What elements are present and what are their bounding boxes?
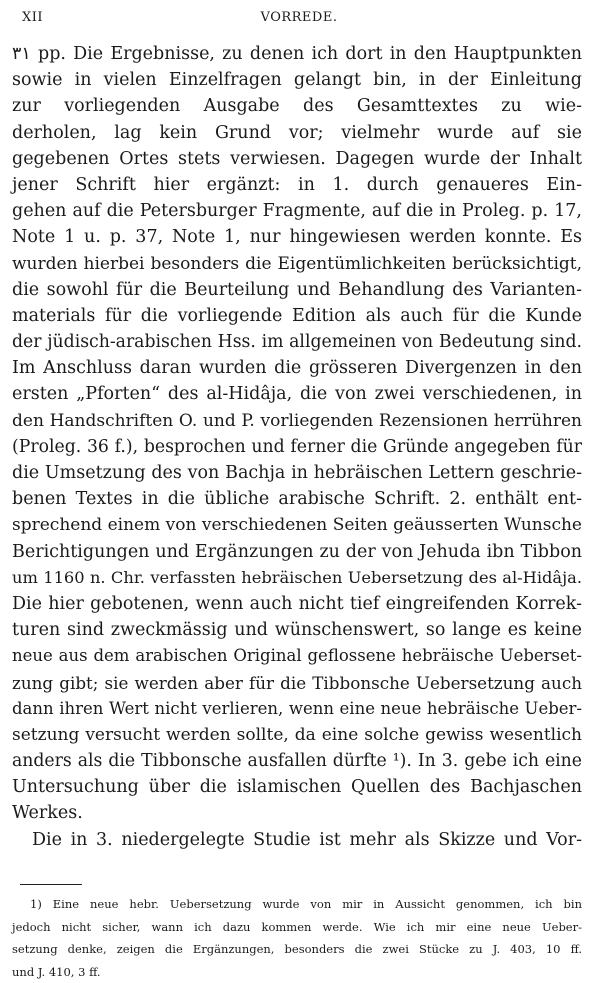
body-text <box>12 41 582 853</box>
text-line: der jüdisch-arabischen Hss. im allgemeinen von Bedeutung sind. <box>12 329 582 355</box>
running-title: VORREDE. <box>16 10 582 25</box>
text-line: Untersuchung über die islamischen Quellen des Bachjaschen <box>12 774 582 800</box>
text-line: um 1160 n. Chr. verfassten hebräischen Uebersetzung des al-Hidâja. <box>12 565 582 591</box>
footnote-line: setzung denke, zeigen die Ergänzungen, besonders die zwei Stücke zu J. 403, 10 ff. <box>12 938 582 961</box>
footnote-line: jedoch nicht sicher, wann ich dazu kommen werde. Wie ich mir eine neue Ueber- <box>12 916 582 939</box>
text-line: benen Textes in die übliche arabische Schrift. 2. enthält ent- <box>12 486 582 512</box>
text-line: Note 1 u. p. 37, Note 1, nur hingewiesen werden konnte. Es <box>12 224 582 250</box>
footnote-rule <box>20 884 82 885</box>
text-line: die sowohl für die Beurteilung und Behandlung des Varianten- <box>12 277 582 303</box>
text-line: materials für die vorliegende Edition als auch für die Kunde <box>12 303 582 329</box>
footnote-line: 1) Eine neue hebr. Uebersetzung wurde von mir in Aussicht genommen, ich bin <box>12 893 582 916</box>
text-line: dann ihren Wert nicht verlieren, wenn eine neue hebräische Ueber- <box>12 696 582 722</box>
text-line: ۳۱ pp. Die Ergebnisse, zu denen ich dort in den Hauptpunkten <box>12 41 582 67</box>
text-line: den Handschriften O. und P. vorliegenden Rezensionen herrühren <box>12 408 582 434</box>
page-number: XII <box>22 10 43 25</box>
text-line: Im Anschluss daran wurden die grösseren Divergenzen in den <box>12 355 582 381</box>
text-line: zung gibt; sie werden aber für die Tibbonsche Uebersetzung auch <box>12 670 582 696</box>
text-line: turen sind zweckmässig und wünschenswert, so lange es keine <box>12 617 582 643</box>
text-line: neue aus dem arabischen Original geflossene hebräische Ueberset- <box>12 643 582 669</box>
text-line: anders als die Tibbonsche ausfallen dürfte ¹). In 3. gebe ich eine <box>12 748 582 774</box>
text-line: ersten „Pforten“ des al-Hidâja, die von zwei verschiedenen, in <box>12 381 582 407</box>
text-line: Die hier gebotenen, wenn auch nicht tief eingreifenden Korrek- <box>12 591 582 617</box>
text-line: Werkes. <box>12 800 582 826</box>
text-line: sprechend einem von verschiedenen Seiten geäusserten Wunsche <box>12 512 582 538</box>
text-line: derholen, lag kein Grund vor; vielmehr wurde auf sie <box>12 120 582 146</box>
footnote-line: und J. 410, 3 ff. <box>12 961 582 983</box>
text-line: zur vorliegenden Ausgabe des Gesamttextes zu wie- <box>12 93 582 119</box>
text-line: sowie in vielen Einzelfragen gelangt bin, in der Einleitung <box>12 67 582 93</box>
text-line: Die in 3. niedergelegte Studie ist mehr als Skizze und Vor- <box>12 827 582 853</box>
text-line: (Proleg. 36 f.), besprochen und ferner die Gründe angegeben für <box>12 434 582 460</box>
text-line: Berichtigungen und Ergänzungen zu der von Jehuda ibn Tibbon <box>12 539 582 565</box>
text-line: setzung versucht werden sollte, da eine solche gewiss wesentlich <box>12 722 582 748</box>
running-header <box>16 6 582 30</box>
text-line: die Umsetzung des von Bachja in hebräischen Lettern geschrie- <box>12 460 582 486</box>
footnote <box>12 893 582 983</box>
text-line: wurden hierbei besonders die Eigentümlichkeiten berücksichtigt, <box>12 251 582 277</box>
text-line: gehen auf die Petersburger Fragmente, auf die in Proleg. p. 17, <box>12 198 582 224</box>
text-line: jener Schrift hier ergänzt: in 1. durch genaueres Ein- <box>12 172 582 198</box>
text-line: gegebenen Ortes stets verwiesen. Dagegen wurde der Inhalt <box>12 146 582 172</box>
